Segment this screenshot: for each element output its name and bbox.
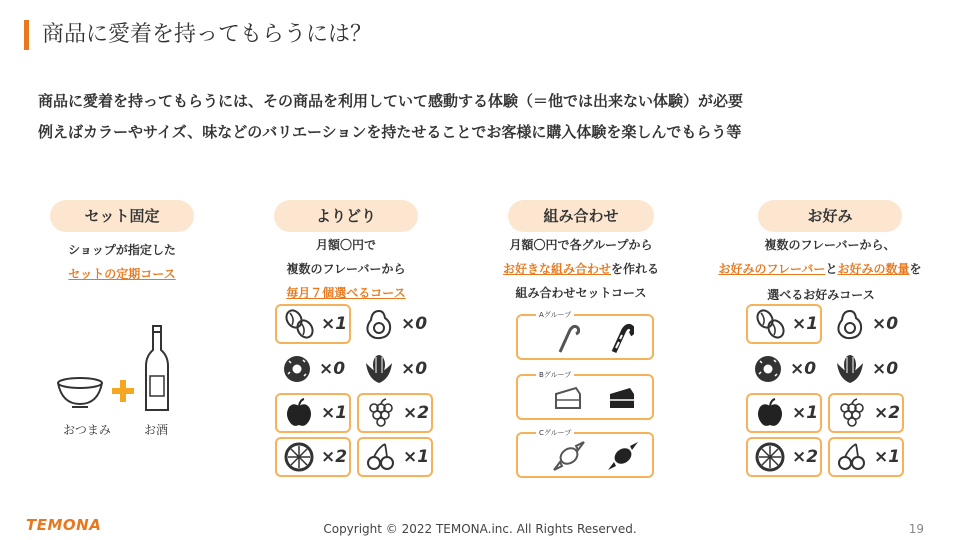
item-box[interactable] <box>275 304 351 344</box>
item-box[interactable] <box>828 304 904 344</box>
item-quantity: ×0 <box>401 359 428 379</box>
item-quantity: ×2 <box>792 447 819 467</box>
kumiawase-desc-2-highlight: お好きな組み合わせ <box>502 262 611 276</box>
okonomi-desc-1: 複数のフレーバーから、 <box>764 238 896 252</box>
item-quantity: ×1 <box>792 314 819 334</box>
yoridori-pill: よりどり <box>274 200 418 232</box>
item-box[interactable] <box>746 304 822 344</box>
temona-logo: TEMONA <box>26 516 102 534</box>
plus-icon <box>112 380 134 402</box>
okonomi-desc-2-wo: を <box>909 262 922 276</box>
apple-icon <box>283 397 315 429</box>
item-quantity: ×2 <box>874 403 901 423</box>
coffee-beans-icon <box>754 308 786 340</box>
orange-slice-icon <box>754 441 786 473</box>
wrapped-candy-filled-icon <box>606 440 640 472</box>
item-quantity: ×0 <box>319 359 346 379</box>
kumiawase-desc-2 <box>490 260 672 277</box>
candy-cane-outline-icon <box>554 322 580 354</box>
group-c-box <box>516 429 654 478</box>
wrapped-candy-outline-icon <box>552 440 586 472</box>
lead-text-2: 例えばカラーやサイズ、味などのバリエーションを持たせることでお客様に購入体験を楽しんでもらう等 <box>38 123 742 141</box>
page-title: 商品に愛着を持ってもらうには？ <box>42 22 373 47</box>
item-quantity: ×0 <box>872 314 899 334</box>
item-quantity: ×1 <box>321 314 348 334</box>
group-b-label: Bグループ <box>536 370 574 380</box>
orange-slice-icon <box>283 441 315 473</box>
snack-label: おつまみ <box>63 423 111 437</box>
corn-icon <box>834 353 866 385</box>
item-box[interactable] <box>746 393 822 433</box>
okonomi-desc-2 <box>700 260 940 277</box>
yoridori-desc-1: 月額〇円で <box>315 238 376 252</box>
donut-icon <box>281 353 313 385</box>
group-b-box <box>516 371 654 420</box>
bowl-icon <box>54 374 106 410</box>
copyright: Copyright © 2022 TEMONA.inc. All Rights Reserved. <box>323 522 637 536</box>
okonomi-desc-2-flavor: お好みのフレーバー <box>718 262 826 276</box>
cherries-icon <box>365 441 397 473</box>
yoridori-desc-3: 毎月７個選べるコース <box>286 286 406 300</box>
item-quantity: ×1 <box>792 403 819 423</box>
title-accent-bar <box>24 20 29 50</box>
item-box[interactable] <box>828 437 904 477</box>
item-quantity: ×1 <box>321 403 348 423</box>
group-c-label: Cグループ <box>536 428 574 438</box>
set-fixed-desc-1: ショップが指定した <box>68 243 176 257</box>
item-box[interactable] <box>275 393 351 433</box>
item-quantity: ×0 <box>872 359 899 379</box>
grapes-icon <box>365 397 397 429</box>
candy-cane-filled-icon <box>608 322 634 354</box>
item-quantity: ×0 <box>790 359 817 379</box>
item-box[interactable] <box>357 349 433 389</box>
item-quantity: ×2 <box>321 447 348 467</box>
apple-icon <box>754 397 786 429</box>
kumiawase-pill: 組み合わせ <box>508 200 654 232</box>
okonomi-pill: お好み <box>758 200 902 232</box>
item-box[interactable] <box>357 304 433 344</box>
item-box[interactable] <box>275 349 351 389</box>
item-box[interactable] <box>357 437 433 477</box>
avocado-icon <box>834 308 866 340</box>
kumiawase-desc-3: 組み合わせセットコース <box>515 286 647 300</box>
donut-icon <box>752 353 784 385</box>
cake-slice-filled-icon <box>608 384 636 412</box>
corn-icon <box>363 353 395 385</box>
item-box[interactable] <box>746 349 822 389</box>
bottle-icon <box>142 324 172 414</box>
kumiawase-desc-1: 月額〇円で各グループから <box>509 238 653 252</box>
set-fixed-desc-2: セットの定期コース <box>68 267 176 281</box>
okonomi-desc-2-quantity: お好みの数量 <box>837 262 910 276</box>
item-quantity: ×0 <box>401 314 428 334</box>
item-quantity: ×1 <box>874 447 901 467</box>
kumiawase-desc-2-rest: を作れる <box>611 262 660 276</box>
coffee-beans-icon <box>283 308 315 340</box>
set-fixed-pill: セット固定 <box>50 200 194 232</box>
group-a-label: Aグループ <box>536 310 574 320</box>
group-a-box <box>516 311 654 360</box>
item-box[interactable] <box>275 437 351 477</box>
page-number: 19 <box>908 522 924 536</box>
okonomi-desc-2-to: と <box>825 262 838 276</box>
cherries-icon <box>836 441 868 473</box>
sake-label: お酒 <box>143 423 168 437</box>
cake-slice-outline-icon <box>554 384 582 412</box>
yoridori-desc-2: 複数のフレーバーから <box>286 262 406 276</box>
item-box[interactable] <box>828 393 904 433</box>
item-box[interactable] <box>828 349 904 389</box>
lead-text-1: 商品に愛着を持ってもらうには、その商品を利用していて感動する体験（＝他では出来ない体験）が必要 <box>38 92 744 110</box>
item-box[interactable] <box>357 393 433 433</box>
grapes-icon <box>836 397 868 429</box>
item-quantity: ×1 <box>403 447 430 467</box>
item-box[interactable] <box>746 437 822 477</box>
item-quantity: ×2 <box>403 403 430 423</box>
okonomi-desc-3: 選べるお好みコース <box>767 288 875 302</box>
avocado-icon <box>363 308 395 340</box>
